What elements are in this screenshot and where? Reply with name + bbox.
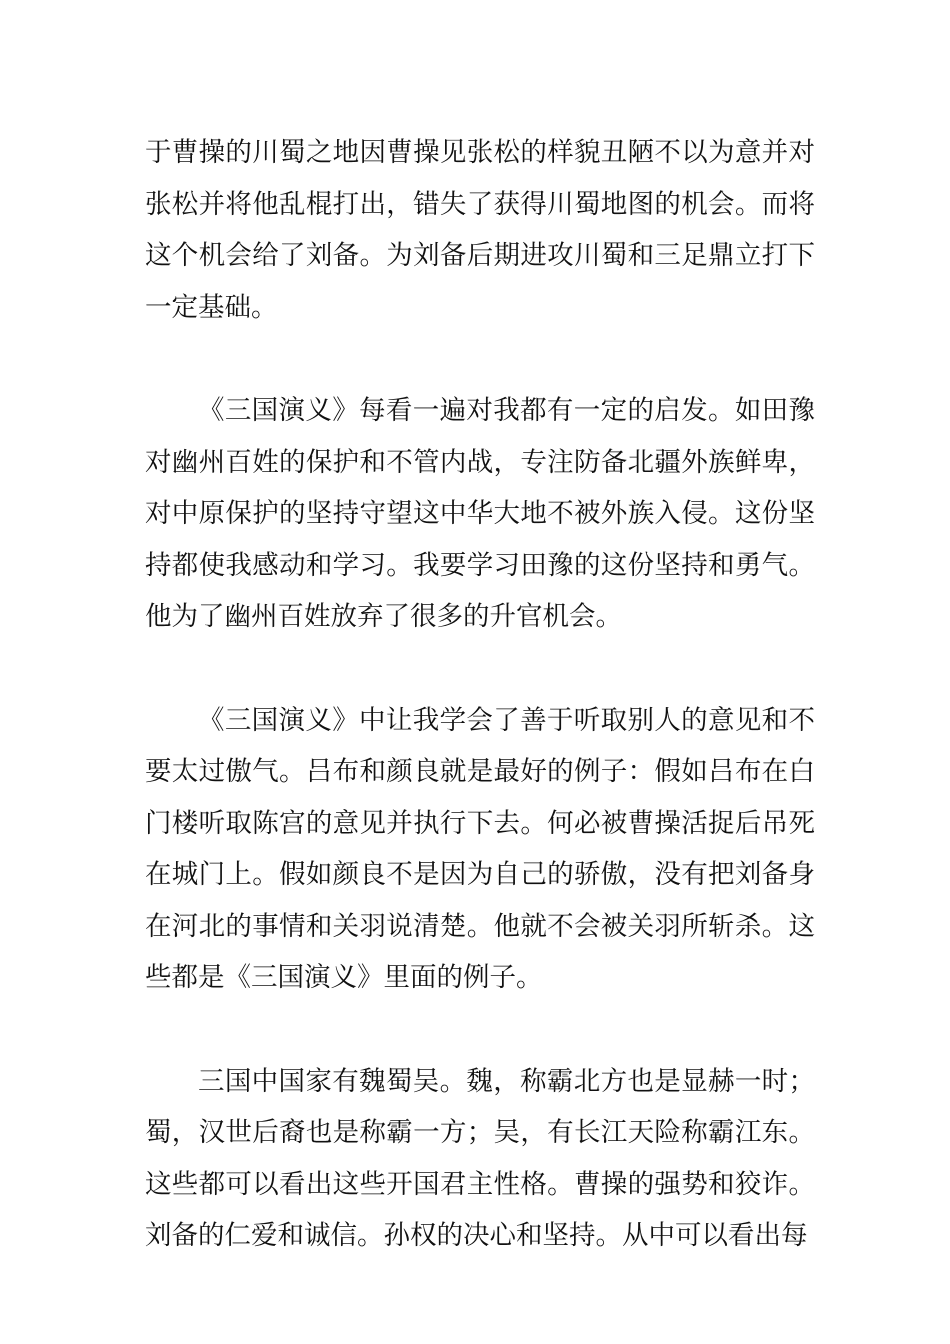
- paragraph-1: 于曹操的川蜀之地因曹操见张松的样貌丑陋不以为意并对张松并将他乱棍打出，错失了获得川蜀地图的机会。而将这个机会给了刘备。为刘备后期进攻川蜀和三足鼎立打下一定基础。: [145, 137, 815, 323]
- document-body: [145, 127, 815, 1314]
- paragraph-3: 《三国演义》中让我学会了善于听取别人的意见和不要太过傲气。吕布和颜良就是最好的例子：假如吕布在白门楼听取陈宫的意见并执行下去。何必被曹操活捉后吊死在城门上。假如颜良不是因为自己的骄傲，没有把刘备身在河北的事情和关羽说清楚。他就不会被关羽所斩杀。这些都是《三国演义》里面的例子。: [145, 704, 815, 993]
- paragraph-2: 《三国演义》每看一遍对我都有一定的启发。如田豫对幽州百姓的保护和不管内战，专注防备北疆外族鲜卑，对中原保护的坚持守望这中华大地不被外族入侵。这份坚持都使我感动和学习。我要学习田豫的这份坚持和勇气。他为了幽州百姓放弃了很多的升官机会。: [145, 395, 815, 632]
- paragraph-4: 三国中国家有魏蜀吴。魏，称霸北方也是显赫一时；蜀，汉世后裔也是称霸一方；吴，有长江天险称霸江东。这些都可以看出这些开国君主性格。曹操的强势和狡诈。刘备的仁爱和诚信。孙权的决心和坚持。从中可以看出每: [145, 1065, 815, 1251]
